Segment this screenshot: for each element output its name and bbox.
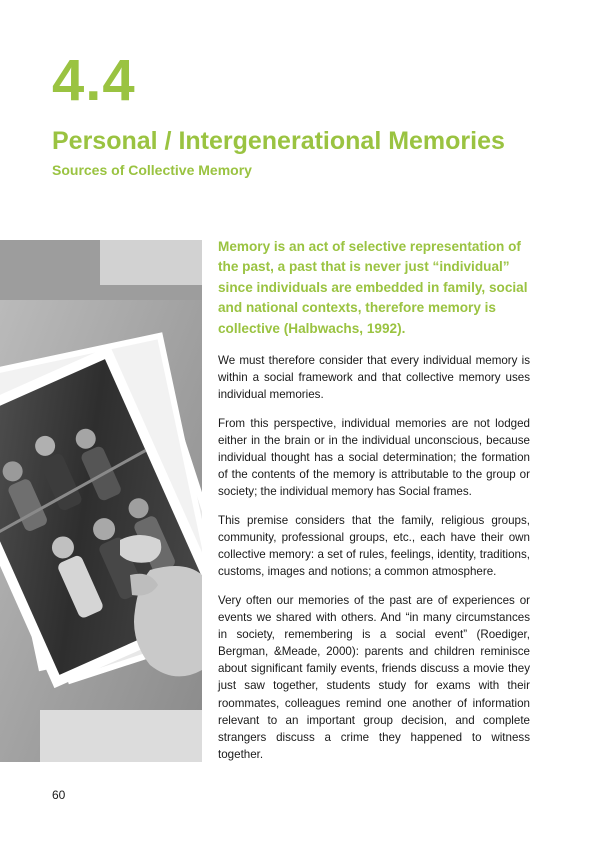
photographs-in-hand-image	[0, 240, 202, 762]
body-paragraph: This premise considers that the family, religious groups, community, professional groups, etc., each have their own collective memory: a set of rules, feelings, identity, traditions, customs, images and notions; a common atmosphere.	[218, 514, 530, 579]
section-number: 4.4	[52, 48, 136, 113]
body-paragraph: From this perspective, individual memories are not lodged either in the brain or in the individual unconscious, because individual thought has a social determination; the formation of the contents of the memory is attributable to the group or society; the individual memory has Social frames.	[218, 417, 530, 499]
pull-quote: Memory is an act of selective representation of the past, a past that is never just “individual” since individuals are embedded in family, social and national contexts, therefore memory is collective (Halbwachs, 1992).	[218, 239, 528, 336]
body-paragraph: We must therefore consider that every individual memory is within a social framework and that collective memory uses individual memories.	[218, 353, 530, 402]
page-number: 60	[52, 788, 66, 802]
body-paragraph: Very often our memories of the past are of experiences or events we shared with others. And “in many circumstances in society, remembering is a social event” (Roediger, Bergman, &Meade, 2000): parents and children reminisce about significant family events, friends discuss a movie they just saw together, students study for exams with their roommates, colleagues remind one another of information relevant to an important group decision, and complete strangers discuss a crime they happened to witness together.	[218, 594, 530, 761]
page-subtitle: Sources of Collective Memory	[52, 162, 252, 178]
page-title: Personal / Intergenerational Memories	[52, 127, 505, 155]
